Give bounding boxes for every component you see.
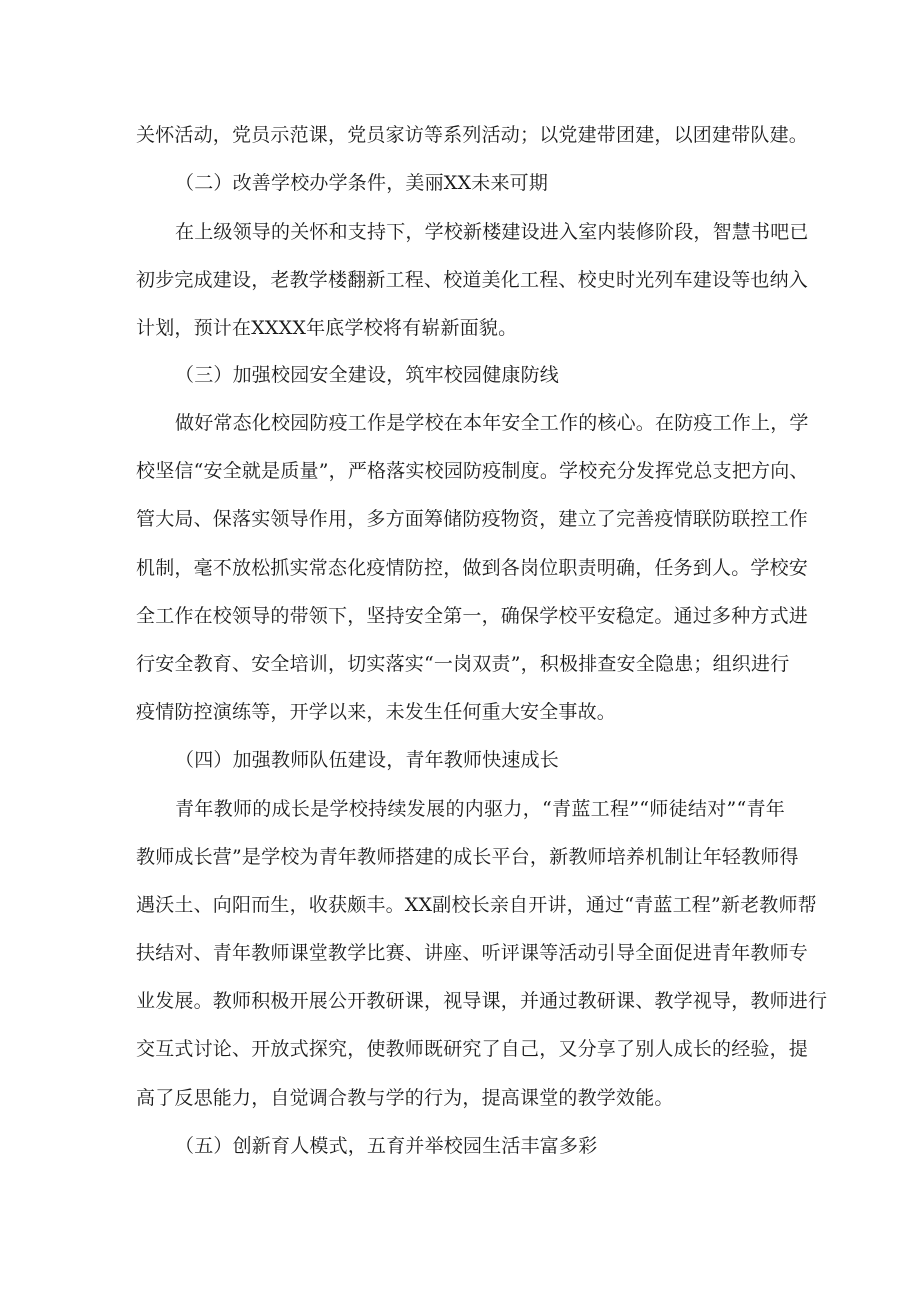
paragraph-line: 初步完成建设，老教学楼翻新工程、校道美化工程、校史时光列车建设等也纳入 bbox=[136, 269, 809, 291]
paragraph-line: 疫情防控演练等，开学以来，未发生任何重大安全事故。 bbox=[136, 701, 617, 723]
paragraph-line: 遇沃土、向阳而生，收获颇丰。XX副校长亲自开讲，通过“青蓝工程”新老教师帮 bbox=[136, 894, 817, 916]
paragraph-line: 业发展。教师积极开展公开教研课，视导课，并通过教研课、教学视导，教师进行 bbox=[136, 990, 828, 1012]
section-heading-2: （二）改善学校办学条件，美丽XX未来可期 bbox=[175, 172, 549, 194]
section-heading-3: （三）加强校园安全建设，筑牢校园健康防线 bbox=[175, 364, 560, 386]
paragraph-line: 做好常态化校园防疫工作是学校在本年安全工作的核心。在防疫工作上，学 bbox=[175, 412, 809, 434]
paragraph-line: 扶结对、青年教师课堂教学比赛、讲座、听评课等活动引导全面促进青年教师专 bbox=[136, 942, 809, 964]
paragraph-line: 在上级领导的关怀和支持下，学校新楼建设进入室内装修阶段，智慧书吧已 bbox=[175, 221, 809, 243]
paragraph-line: 青年教师的成长是学校持续发展的内驱力，“青蓝工程”“师徒结对”“青年 bbox=[175, 798, 785, 820]
paragraph-line: 机制，毫不放松抓实常态化疫情防控，做到各岗位职责明确，任务到人。学校安 bbox=[136, 557, 809, 579]
paragraph-line: 高了反思能力，自觉调合教与学的行为，提高课堂的教学效能。 bbox=[136, 1087, 674, 1109]
paragraph-line: 交互式讨论、开放式探究，使教师既研究了自己，又分享了别人成长的经验，提 bbox=[136, 1038, 809, 1060]
paragraph-line: 教师成长营”是学校为青年教师搭建的成长平台，新教师培养机制让年轻教师得 bbox=[136, 846, 799, 868]
section-heading-4: （四）加强教师队伍建设，青年教师快速成长 bbox=[175, 749, 560, 771]
paragraph-line: 计划，预计在XXXX年底学校将有崭新面貌。 bbox=[136, 317, 518, 339]
section-heading-5: （五）创新育人模式，五育并举校园生活丰富多彩 bbox=[175, 1135, 598, 1157]
paragraph-line: 关怀活动，党员示范课，党员家访等系列活动；以党建带团建，以团建带队建。 bbox=[136, 124, 809, 146]
paragraph-line: 行安全教育、安全培训，切实落实“一岗双责”，积极排查安全隐患；组织进行 bbox=[136, 653, 790, 675]
paragraph-line: 全工作在校领导的带领下，坚持安全第一，确保学校平安稳定。通过多种方式进 bbox=[136, 605, 809, 627]
paragraph-line: 管大局、保落实领导作用，多方面筹储防疫物资，建立了完善疫情联防联控工作 bbox=[136, 508, 809, 530]
paragraph-line: 校坚信“安全就是质量”，严格落实校园防疫制度。学校充分发挥党总支把方向、 bbox=[136, 460, 809, 482]
